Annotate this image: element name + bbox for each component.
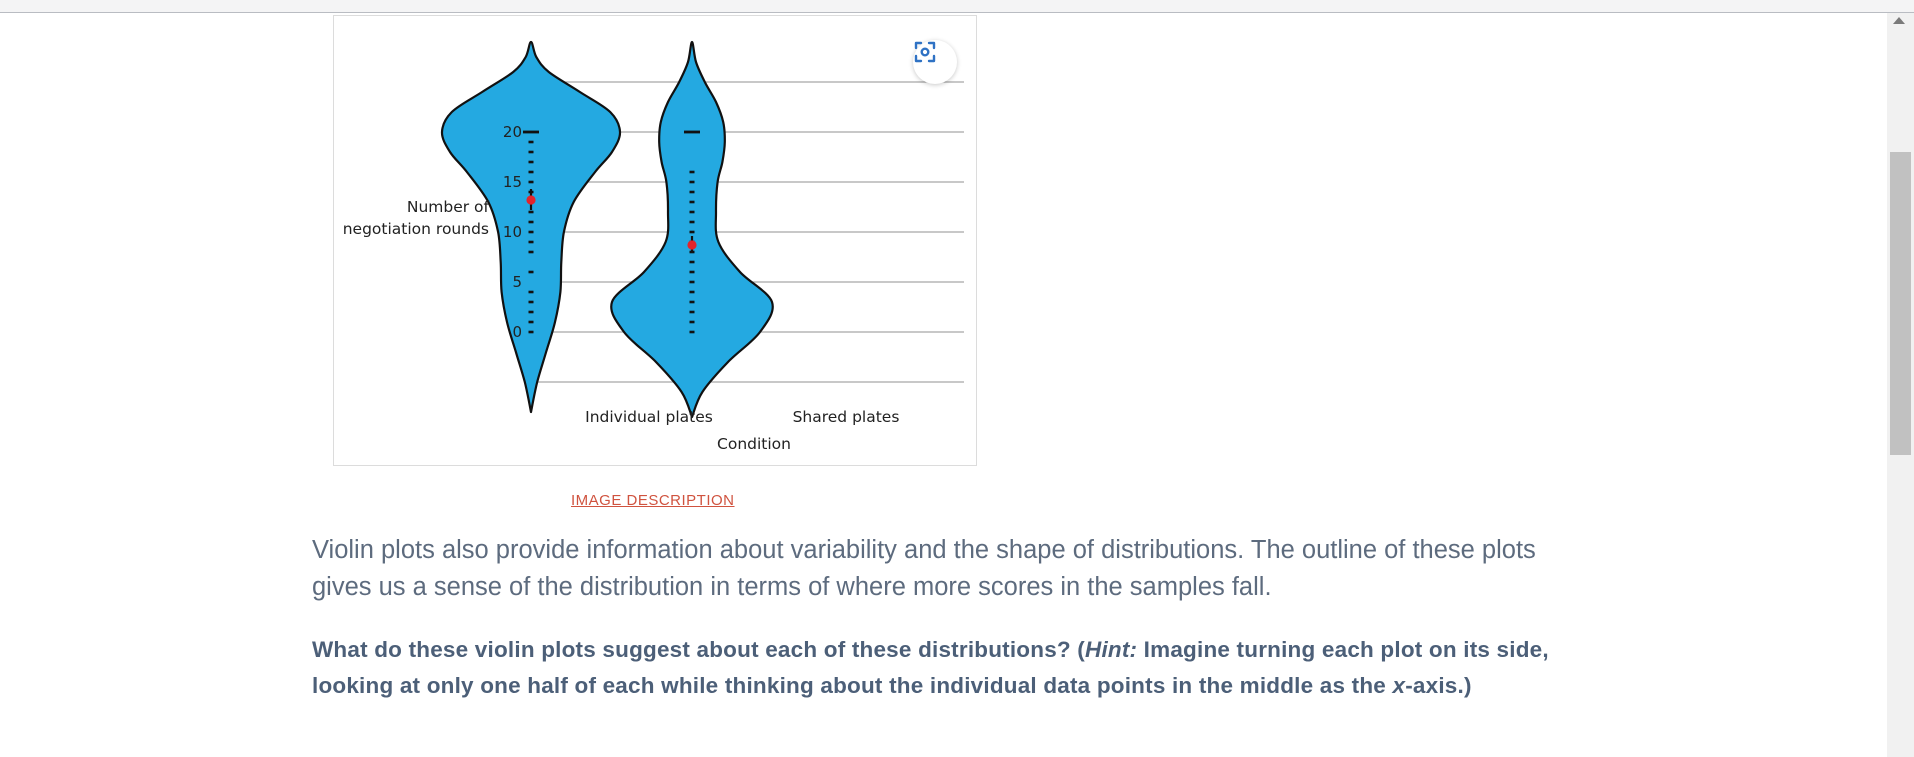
data-point <box>529 211 534 214</box>
question-text-part3: -axis.) <box>1405 673 1472 698</box>
y-axis-label-line2: negotiation rounds <box>342 220 489 238</box>
question-text-part1: What do these violin plots suggest about each of these distributions? ( <box>312 637 1085 662</box>
data-point <box>529 271 534 274</box>
question-paragraph <box>312 632 1592 704</box>
data-point <box>690 181 695 184</box>
violin-layer <box>442 42 773 417</box>
figure-container <box>333 15 977 466</box>
data-point <box>690 211 695 214</box>
violin-chart <box>334 16 978 467</box>
data-point <box>529 141 534 144</box>
data-point <box>690 171 695 174</box>
mean-marker <box>687 240 696 249</box>
data-point <box>529 291 534 294</box>
body-paragraph: Violin plots also provide information about variability and the shape of distributions. The outline of these plots gives us a sense of the distribution in terms of where more scores in the samples fall. <box>312 536 1536 601</box>
y-tick-label: 0 <box>512 323 522 341</box>
question-x-variable: x <box>1392 673 1406 698</box>
category-label-shared-plates: Shared plates <box>792 408 900 426</box>
data-point <box>690 331 695 334</box>
zoom-figure-button[interactable] <box>913 40 957 84</box>
browser-top-bar <box>0 0 1914 13</box>
data-point <box>529 241 534 244</box>
data-point <box>690 221 695 224</box>
scrollbar-thumb[interactable] <box>1890 152 1911 455</box>
data-point <box>529 231 534 234</box>
data-point <box>529 181 534 184</box>
focus-zoom-icon <box>913 40 937 64</box>
y-tick-label: 5 <box>512 273 522 291</box>
data-point <box>690 191 695 194</box>
data-point <box>690 201 695 204</box>
data-point <box>529 171 534 174</box>
data-point <box>690 301 695 304</box>
data-point <box>690 281 695 284</box>
y-tick-label: 15 <box>502 173 522 191</box>
data-point <box>690 231 695 234</box>
data-point <box>529 321 534 324</box>
data-point <box>529 221 534 224</box>
data-point <box>690 311 695 314</box>
data-point <box>684 131 700 134</box>
data-point <box>529 151 534 154</box>
data-point <box>529 301 534 304</box>
scroll-up-arrow-icon[interactable] <box>1893 17 1905 24</box>
y-tick-label: 20 <box>502 123 522 141</box>
image-description-link[interactable]: IMAGE DESCRIPTION <box>571 492 735 509</box>
y-tick-label: 10 <box>502 223 522 241</box>
data-point <box>529 311 534 314</box>
mean-marker <box>526 195 535 204</box>
data-point <box>690 261 695 264</box>
data-point <box>690 271 695 274</box>
category-label-individual-plates: Individual plates <box>585 408 713 426</box>
question-hint-label: Hint: <box>1085 637 1138 662</box>
data-point <box>529 331 534 334</box>
data-point <box>529 161 534 164</box>
question-text-part2: Imagine turning each plot on its side, looking at only one half of each while thinking about the individual data points in the middle as the <box>312 637 1549 698</box>
data-point <box>690 291 695 294</box>
data-point <box>523 131 539 134</box>
x-axis-label: Condition <box>717 435 791 453</box>
data-point <box>529 251 534 254</box>
y-axis-label-line1: Number of <box>406 198 489 216</box>
data-point <box>690 321 695 324</box>
violin-shape <box>611 42 773 417</box>
